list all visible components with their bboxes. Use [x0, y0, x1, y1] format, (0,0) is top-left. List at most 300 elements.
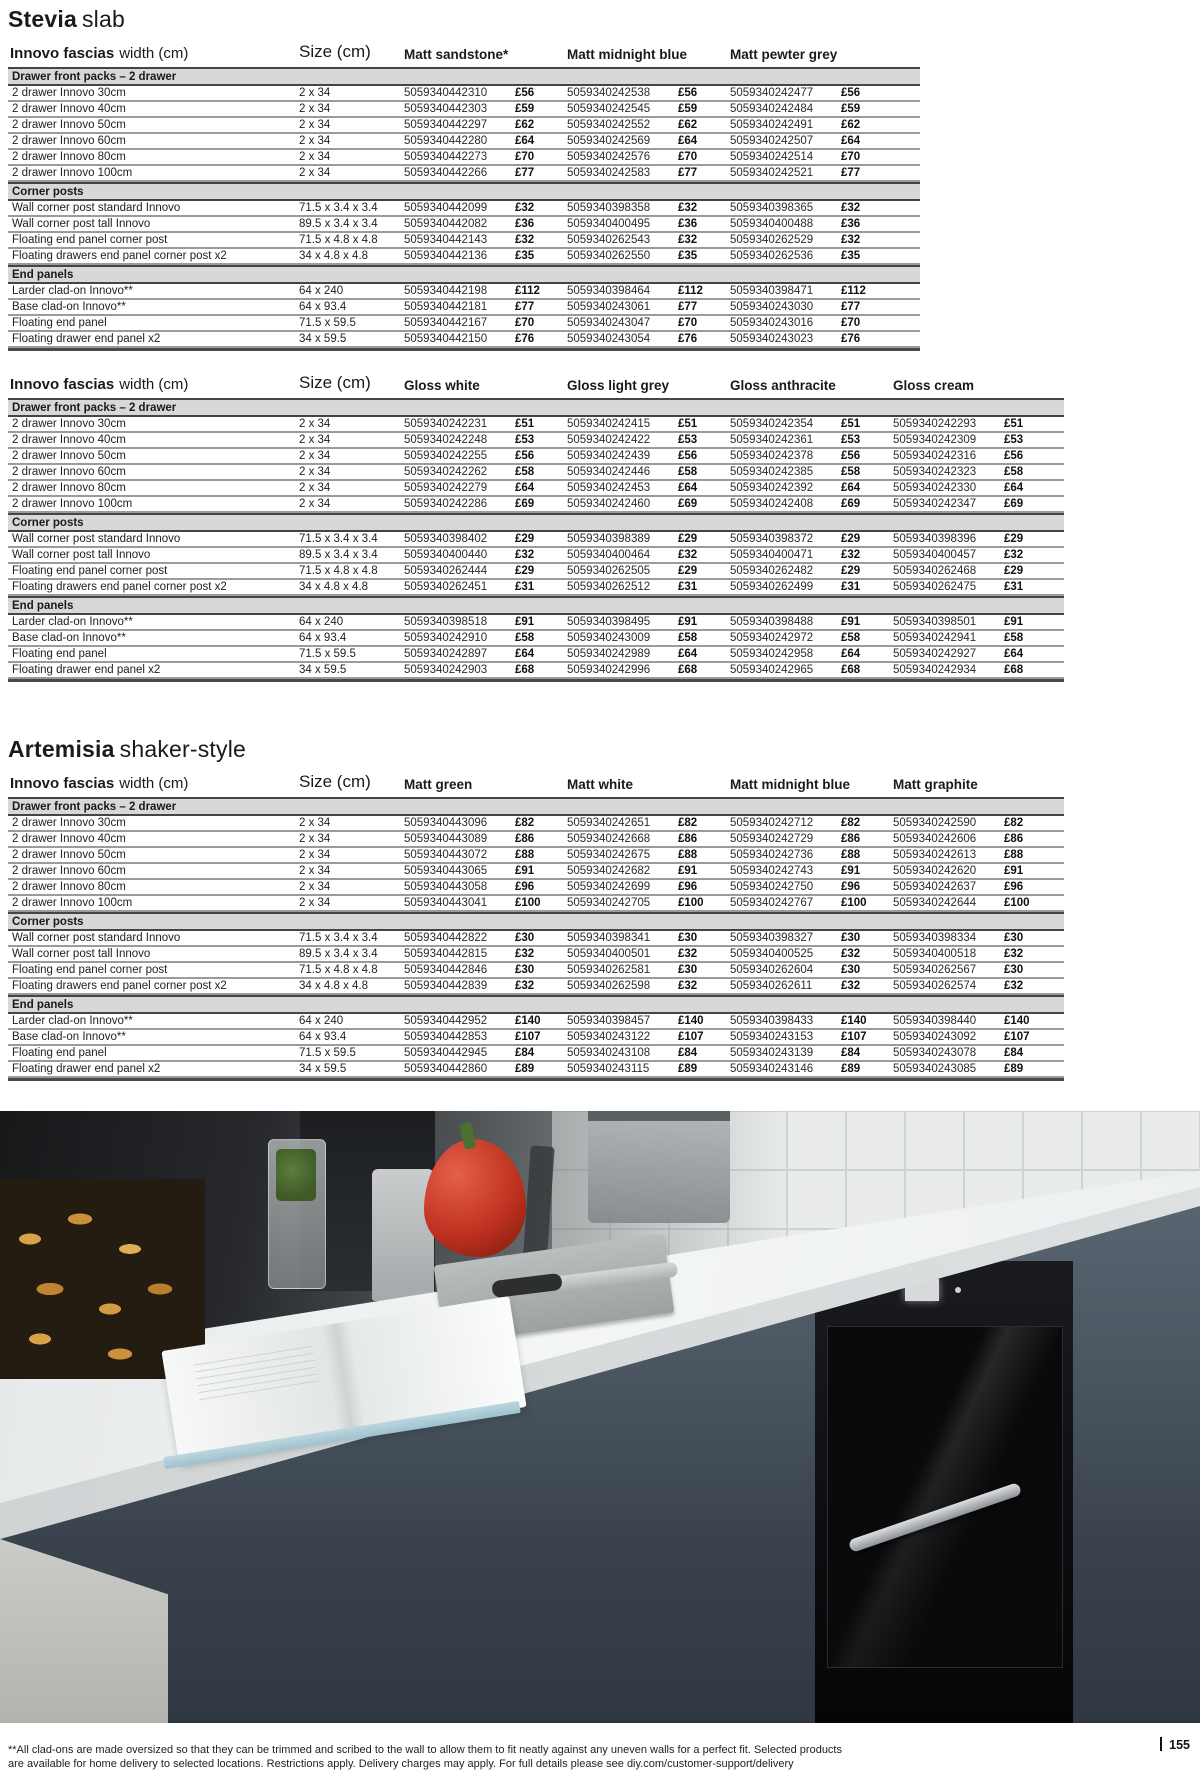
barcode-cell: 5059340242729	[730, 833, 814, 845]
price-cell: £69	[678, 498, 698, 510]
item-name-cell: Wall corner post standard Innovo	[12, 202, 181, 214]
price-cell: £84	[678, 1047, 698, 1059]
item-name-cell: Floating end panel	[12, 317, 107, 329]
table-row	[8, 663, 1064, 679]
price-cell: £36	[515, 218, 535, 230]
barcode-cell: 5059340398518	[404, 616, 488, 628]
size-cell: 2 x 34	[299, 135, 331, 147]
item-name-cell: Floating end panel corner post	[12, 565, 168, 577]
price-cell: £30	[841, 964, 861, 976]
barcode-cell: 5059340398495	[567, 616, 651, 628]
price-cell: £107	[678, 1031, 704, 1043]
barcode-cell: 5059340243108	[567, 1047, 651, 1059]
barcode-cell: 5059340442860	[404, 1063, 488, 1075]
barcode-cell: 5059340243047	[567, 317, 651, 329]
price-cell: £64	[678, 482, 698, 494]
table-row	[8, 1014, 1064, 1030]
barcode-cell: 5059340242613	[893, 849, 977, 861]
price-cell: £86	[515, 833, 535, 845]
price-cell: £53	[515, 434, 535, 446]
barcode-cell: 5059340242910	[404, 632, 488, 644]
barcode-cell: 5059340242392	[730, 482, 814, 494]
barcode-cell: 5059340398358	[567, 202, 651, 214]
barcode-cell: 5059340242996	[567, 664, 651, 676]
price-cell: £70	[515, 151, 535, 163]
price-cell: £29	[841, 533, 861, 545]
size-cell: 2 x 34	[299, 498, 331, 510]
size-cell: 71.5 x 4.8 x 4.8	[299, 565, 378, 577]
barcode-cell: 5059340243085	[893, 1063, 977, 1075]
footnote-line-2: are available for home delivery to selected locations. Restrictions apply. Delivery charges may apply. For full details please see diy.com/customer-support/delivery	[8, 1758, 794, 1770]
price-cell: £84	[841, 1047, 861, 1059]
table-row	[8, 647, 1064, 663]
price-cell: £69	[841, 498, 861, 510]
table-row	[8, 564, 1064, 580]
price-cell: £29	[515, 533, 535, 545]
size-cell: 2 x 34	[299, 482, 331, 494]
price-cell: £56	[841, 87, 861, 99]
price-cell: £82	[515, 817, 535, 829]
barcode-cell: 5059340242538	[567, 87, 651, 99]
table-row	[8, 848, 1064, 864]
item-name-cell: Floating end panel	[12, 1047, 107, 1059]
herb-jar-herbs	[276, 1149, 316, 1201]
table-row	[8, 880, 1064, 896]
price-cell: £58	[841, 466, 861, 478]
price-cell: £59	[841, 103, 861, 115]
price-cell: £30	[678, 932, 698, 944]
barcode-cell: 5059340398471	[730, 285, 814, 297]
price-cell: £30	[1004, 932, 1024, 944]
barcode-cell: 5059340242521	[730, 167, 814, 179]
price-cell: £70	[678, 317, 698, 329]
title-regular: shaker-style	[119, 736, 247, 762]
color-column-header: Gloss white	[404, 378, 480, 393]
table-row	[8, 332, 920, 348]
price-cell: £69	[1004, 498, 1024, 510]
barcode-cell: 5059340442181	[404, 301, 488, 313]
barcode-cell: 5059340242460	[567, 498, 651, 510]
barcode-cell: 5059340442945	[404, 1047, 488, 1059]
item-name-cell: Wall corner post tall Innovo	[12, 948, 151, 960]
item-name-cell: Floating end panel corner post	[12, 234, 168, 246]
price-cell: £32	[841, 980, 861, 992]
table-row	[8, 864, 1064, 880]
barcode-cell: 5059340398464	[567, 285, 651, 297]
barcode-cell: 5059340242361	[730, 434, 814, 446]
price-cell: £62	[678, 119, 698, 131]
price-cell: £96	[841, 881, 861, 893]
barcode-cell: 5059340442280	[404, 135, 488, 147]
price-cell: £112	[841, 285, 866, 297]
table-name	[8, 775, 299, 792]
page-number	[1160, 1737, 1190, 1752]
price-cell: £32	[515, 549, 535, 561]
price-cell: £112	[515, 285, 540, 297]
price-cell: £107	[515, 1031, 541, 1043]
item-name-cell: Floating drawers end panel corner post x2	[12, 980, 227, 992]
table-row	[8, 86, 920, 102]
size-cell: 2 x 34	[299, 817, 331, 829]
barcode-cell: 5059340398365	[730, 202, 814, 214]
price-cell: £51	[678, 418, 698, 430]
barcode-cell: 5059340242477	[730, 87, 814, 99]
size-cell: 2 x 34	[299, 151, 331, 163]
table-name-bold: Innovo fascias	[10, 45, 115, 62]
barcode-cell: 5059340398372	[730, 533, 814, 545]
price-cell: £32	[1004, 948, 1024, 960]
barcode-cell: 5059340442266	[404, 167, 488, 179]
item-name-cell: Wall corner post standard Innovo	[12, 533, 181, 545]
barcode-cell: 5059340442952	[404, 1015, 488, 1027]
size-cell: 89.5 x 3.4 x 3.4	[299, 218, 378, 230]
barcode-cell: 5059340443089	[404, 833, 488, 845]
price-cell: £53	[841, 434, 861, 446]
footnote-line-1: **All clad-ons are made oversized so that they can be trimmed and scribed to the wall to allow them to fit neatly against any uneven walls for a perfect fit. Selected products	[8, 1744, 842, 1756]
table-header	[8, 371, 1064, 398]
kitchen-photo	[0, 1111, 1200, 1723]
price-cell: £30	[515, 932, 535, 944]
item-name-cell: 2 drawer Innovo 80cm	[12, 151, 126, 163]
price-cell: £107	[1004, 1031, 1030, 1043]
price-cell: £77	[841, 301, 861, 313]
item-name-cell: 2 drawer Innovo 30cm	[12, 817, 126, 829]
barcode-cell: 5059340242484	[730, 103, 814, 115]
barcode-cell: 5059340242491	[730, 119, 814, 131]
price-cell: £89	[841, 1063, 861, 1075]
size-column-header: Size (cm)	[299, 373, 371, 392]
barcode-cell: 5059340442150	[404, 333, 488, 345]
price-cell: £91	[1004, 865, 1024, 877]
price-cell: £58	[515, 466, 535, 478]
barcode-cell: 5059340398457	[567, 1015, 651, 1027]
barcode-cell: 5059340242514	[730, 151, 814, 163]
barcode-cell: 5059340400464	[567, 549, 651, 561]
size-column-header: Size (cm)	[299, 772, 371, 791]
size-cell: 2 x 34	[299, 833, 331, 845]
price-cell: £31	[841, 581, 861, 593]
price-cell: £77	[678, 167, 698, 179]
barcode-cell: 5059340442198	[404, 285, 488, 297]
item-name-cell: 2 drawer Innovo 50cm	[12, 450, 126, 462]
barcode-cell: 5059340242903	[404, 664, 488, 676]
table-row	[8, 1030, 1064, 1046]
price-cell: £77	[515, 167, 535, 179]
price-cell: £32	[678, 980, 698, 992]
price-cell: £58	[515, 632, 535, 644]
price-cell: £64	[1004, 648, 1024, 660]
price-cell: £32	[841, 549, 861, 561]
item-name-cell: Wall corner post tall Innovo	[12, 218, 151, 230]
price-cell: £51	[1004, 418, 1024, 430]
price-cell: £96	[515, 881, 535, 893]
barcode-cell: 5059340242767	[730, 897, 814, 909]
table-row	[8, 979, 1064, 995]
size-cell: 71.5 x 3.4 x 3.4	[299, 533, 378, 545]
item-name-cell: Larder clad-on Innovo**	[12, 285, 133, 297]
barcode-cell: 5059340443058	[404, 881, 488, 893]
section-band-label: End panels	[12, 998, 74, 1011]
item-name-cell: Floating end panel corner post	[12, 964, 168, 976]
barcode-cell: 5059340242941	[893, 632, 977, 644]
barcode-cell: 5059340242712	[730, 817, 814, 829]
section-band-label: Drawer front packs – 2 drawer	[12, 70, 177, 83]
size-cell: 64 x 93.4	[299, 1031, 347, 1043]
size-cell: 2 x 34	[299, 167, 331, 179]
barcode-cell: 5059340242446	[567, 466, 651, 478]
price-cell: £64	[515, 648, 535, 660]
table-row	[8, 300, 920, 316]
barcode-cell: 5059340442310	[404, 87, 488, 99]
page-number-value: 155	[1169, 1738, 1190, 1752]
table-row	[8, 497, 1064, 513]
price-cell: £53	[1004, 434, 1024, 446]
table-row	[8, 433, 1064, 449]
section-band	[8, 797, 1064, 816]
barcode-cell: 5059340242354	[730, 418, 814, 430]
table-name-regular: width (cm)	[119, 775, 189, 792]
barcode-cell: 5059340242637	[893, 881, 977, 893]
section-title-artemisia	[8, 736, 1200, 763]
section-band-label: Corner posts	[12, 915, 84, 928]
barcode-cell: 5059340243139	[730, 1047, 814, 1059]
price-cell: £59	[678, 103, 698, 115]
price-cell: £64	[841, 135, 861, 147]
size-cell: 34 x 59.5	[299, 1063, 347, 1075]
price-cell: £32	[678, 948, 698, 960]
item-name-cell: 2 drawer Innovo 40cm	[12, 434, 126, 446]
barcode-cell: 5059340243153	[730, 1031, 814, 1043]
stevia-matt-price-table	[8, 40, 920, 351]
price-cell: £56	[515, 87, 535, 99]
table-row	[8, 201, 920, 217]
table-header	[8, 770, 1064, 797]
price-cell: £77	[515, 301, 535, 313]
item-name-cell: Floating drawers end panel corner post x2	[12, 250, 227, 262]
size-cell: 64 x 240	[299, 285, 344, 297]
price-cell: £68	[515, 664, 535, 676]
price-cell: £58	[678, 466, 698, 478]
item-name-cell: 2 drawer Innovo 60cm	[12, 865, 126, 877]
price-cell: £58	[841, 632, 861, 644]
price-cell: £140	[678, 1015, 704, 1027]
barcode-cell: 5059340243115	[567, 1063, 650, 1075]
price-cell: £70	[678, 151, 698, 163]
item-name-cell: 2 drawer Innovo 100cm	[12, 897, 133, 909]
price-cell: £64	[678, 648, 698, 660]
price-cell: £89	[678, 1063, 698, 1075]
barcode-cell: 5059340400501	[567, 948, 651, 960]
table-name-regular: width (cm)	[119, 376, 189, 393]
color-column-header: Gloss anthracite	[730, 378, 836, 393]
size-cell: 2 x 34	[299, 418, 331, 430]
barcode-cell: 5059340242750	[730, 881, 814, 893]
price-cell: £76	[678, 333, 698, 345]
barcode-cell: 5059340243092	[893, 1031, 977, 1043]
oven-door-glass	[827, 1326, 1063, 1668]
price-cell: £64	[841, 648, 861, 660]
price-cell: £31	[1004, 581, 1024, 593]
color-column-header: Matt green	[404, 777, 473, 792]
item-name-cell: Floating drawer end panel x2	[12, 664, 161, 676]
barcode-cell: 5059340242453	[567, 482, 651, 494]
barcode-cell: 5059340242620	[893, 865, 977, 877]
barcode-cell: 5059340242316	[893, 450, 977, 462]
table-row	[8, 449, 1064, 465]
price-cell: £36	[678, 218, 698, 230]
jug	[372, 1169, 434, 1301]
item-name-cell: Larder clad-on Innovo**	[12, 1015, 133, 1027]
steel-pot-rim	[588, 1111, 730, 1121]
catalog-page	[0, 6, 1200, 1770]
size-cell: 89.5 x 3.4 x 3.4	[299, 549, 378, 561]
price-cell: £88	[1004, 849, 1024, 861]
size-cell: 2 x 34	[299, 119, 331, 131]
size-cell: 71.5 x 4.8 x 4.8	[299, 964, 378, 976]
section-band-label: End panels	[12, 599, 74, 612]
price-cell: £91	[841, 865, 861, 877]
item-name-cell: 2 drawer Innovo 50cm	[12, 849, 126, 861]
item-name-cell: 2 drawer Innovo 80cm	[12, 482, 126, 494]
color-column-header: Matt midnight blue	[567, 47, 687, 62]
table-row	[8, 118, 920, 134]
table-name-regular: width (cm)	[119, 45, 189, 62]
barcode-cell: 5059340242675	[567, 849, 651, 861]
table-row	[8, 150, 920, 166]
barcode-cell: 5059340242590	[893, 817, 977, 829]
barcode-cell: 5059340398396	[893, 533, 977, 545]
artemisia-matt-price-table	[8, 770, 1064, 1081]
price-cell: £30	[841, 932, 861, 944]
barcode-cell: 5059340242606	[893, 833, 977, 845]
size-cell: 2 x 34	[299, 103, 331, 115]
price-cell: £68	[1004, 664, 1024, 676]
barcode-cell: 5059340262567	[893, 964, 977, 976]
price-cell: £56	[678, 450, 698, 462]
price-cell: £96	[1004, 881, 1024, 893]
barcode-cell: 5059340243078	[893, 1047, 977, 1059]
price-cell: £35	[841, 250, 861, 262]
barcode-cell: 5059340242279	[404, 482, 488, 494]
price-cell: £112	[678, 285, 703, 297]
price-cell: £30	[1004, 964, 1024, 976]
size-cell: 2 x 34	[299, 897, 331, 909]
table-row	[8, 249, 920, 265]
color-column-header: Matt white	[567, 777, 633, 792]
table-row	[8, 481, 1064, 497]
barcode-cell: 5059340242255	[404, 450, 488, 462]
section-band	[8, 995, 1064, 1014]
table-row	[8, 217, 920, 233]
barcode-cell: 5059340443041	[404, 897, 488, 909]
size-cell: 2 x 34	[299, 450, 331, 462]
barcode-cell: 5059340400440	[404, 549, 488, 561]
color-column-header: Matt sandstone*	[404, 47, 509, 62]
barcode-cell: 5059340242583	[567, 167, 651, 179]
price-cell: £100	[515, 897, 541, 909]
title-bold: Stevia	[8, 6, 77, 32]
price-cell: £29	[515, 565, 535, 577]
color-column-header: Gloss light grey	[567, 378, 670, 393]
price-cell: £32	[841, 202, 861, 214]
size-cell: 34 x 4.8 x 4.8	[299, 980, 369, 992]
barcode-cell: 5059340400471	[730, 549, 814, 561]
table-row	[8, 548, 1064, 564]
barcode-cell: 5059340262482	[730, 565, 814, 577]
size-cell: 2 x 34	[299, 865, 331, 877]
table-row	[8, 580, 1064, 596]
price-cell: £76	[515, 333, 535, 345]
steel-pot	[588, 1111, 730, 1223]
barcode-cell: 5059340243009	[567, 632, 651, 644]
size-cell: 71.5 x 59.5	[299, 317, 356, 329]
barcode-cell: 5059340242552	[567, 119, 651, 131]
size-cell: 71.5 x 3.4 x 3.4	[299, 202, 378, 214]
price-cell: £32	[515, 234, 535, 246]
barcode-cell: 5059340442846	[404, 964, 488, 976]
item-name-cell: Floating drawer end panel x2	[12, 1063, 161, 1075]
barcode-cell: 5059340400488	[730, 218, 814, 230]
price-cell: £107	[841, 1031, 867, 1043]
price-cell: £62	[841, 119, 861, 131]
barcode-cell: 5059340242651	[567, 817, 651, 829]
barcode-cell: 5059340262574	[893, 980, 977, 992]
size-cell: 64 x 93.4	[299, 632, 347, 644]
section-band	[8, 67, 920, 86]
price-cell: £31	[515, 581, 535, 593]
section-band	[8, 513, 1064, 532]
item-name-cell: 2 drawer Innovo 100cm	[12, 498, 133, 510]
item-name-cell: Larder clad-on Innovo**	[12, 616, 133, 628]
price-cell: £32	[515, 202, 535, 214]
barcode-cell: 5059340262611	[730, 980, 813, 992]
item-name-cell: 2 drawer Innovo 30cm	[12, 87, 126, 99]
barcode-cell: 5059340243061	[567, 301, 651, 313]
barcode-cell: 5059340442136	[404, 250, 488, 262]
price-cell: £89	[1004, 1063, 1024, 1075]
table-name	[8, 376, 299, 393]
item-name-cell: Base clad-on Innovo**	[12, 301, 126, 313]
item-name-cell: Floating drawer end panel x2	[12, 333, 161, 345]
barcode-cell: 5059340242934	[893, 664, 977, 676]
barcode-cell: 5059340262451	[404, 581, 488, 593]
price-cell: £35	[515, 250, 535, 262]
price-cell: £84	[515, 1047, 535, 1059]
barcode-cell: 5059340242736	[730, 849, 814, 861]
barcode-cell: 5059340242507	[730, 135, 814, 147]
barcode-cell: 5059340262550	[567, 250, 651, 262]
price-cell: £140	[1004, 1015, 1030, 1027]
barcode-cell: 5059340442303	[404, 103, 488, 115]
barcode-cell: 5059340398389	[567, 533, 651, 545]
barcode-cell: 5059340262505	[567, 565, 651, 577]
barcode-cell: 5059340400525	[730, 948, 814, 960]
price-cell: £29	[841, 565, 861, 577]
barcode-cell: 5059340242439	[567, 450, 651, 462]
price-cell: £32	[678, 202, 698, 214]
table-row	[8, 931, 1064, 947]
barcode-cell: 5059340400457	[893, 549, 977, 561]
barcode-cell: 5059340262475	[893, 581, 977, 593]
table-row	[8, 816, 1064, 832]
barcode-cell: 5059340442839	[404, 980, 488, 992]
price-cell: £32	[515, 948, 535, 960]
size-cell: 71.5 x 4.8 x 4.8	[299, 234, 378, 246]
barcode-cell: 5059340242385	[730, 466, 814, 478]
price-cell: £36	[841, 218, 861, 230]
barcode-cell: 5059340242743	[730, 865, 814, 877]
barcode-cell: 5059340442082	[404, 218, 488, 230]
